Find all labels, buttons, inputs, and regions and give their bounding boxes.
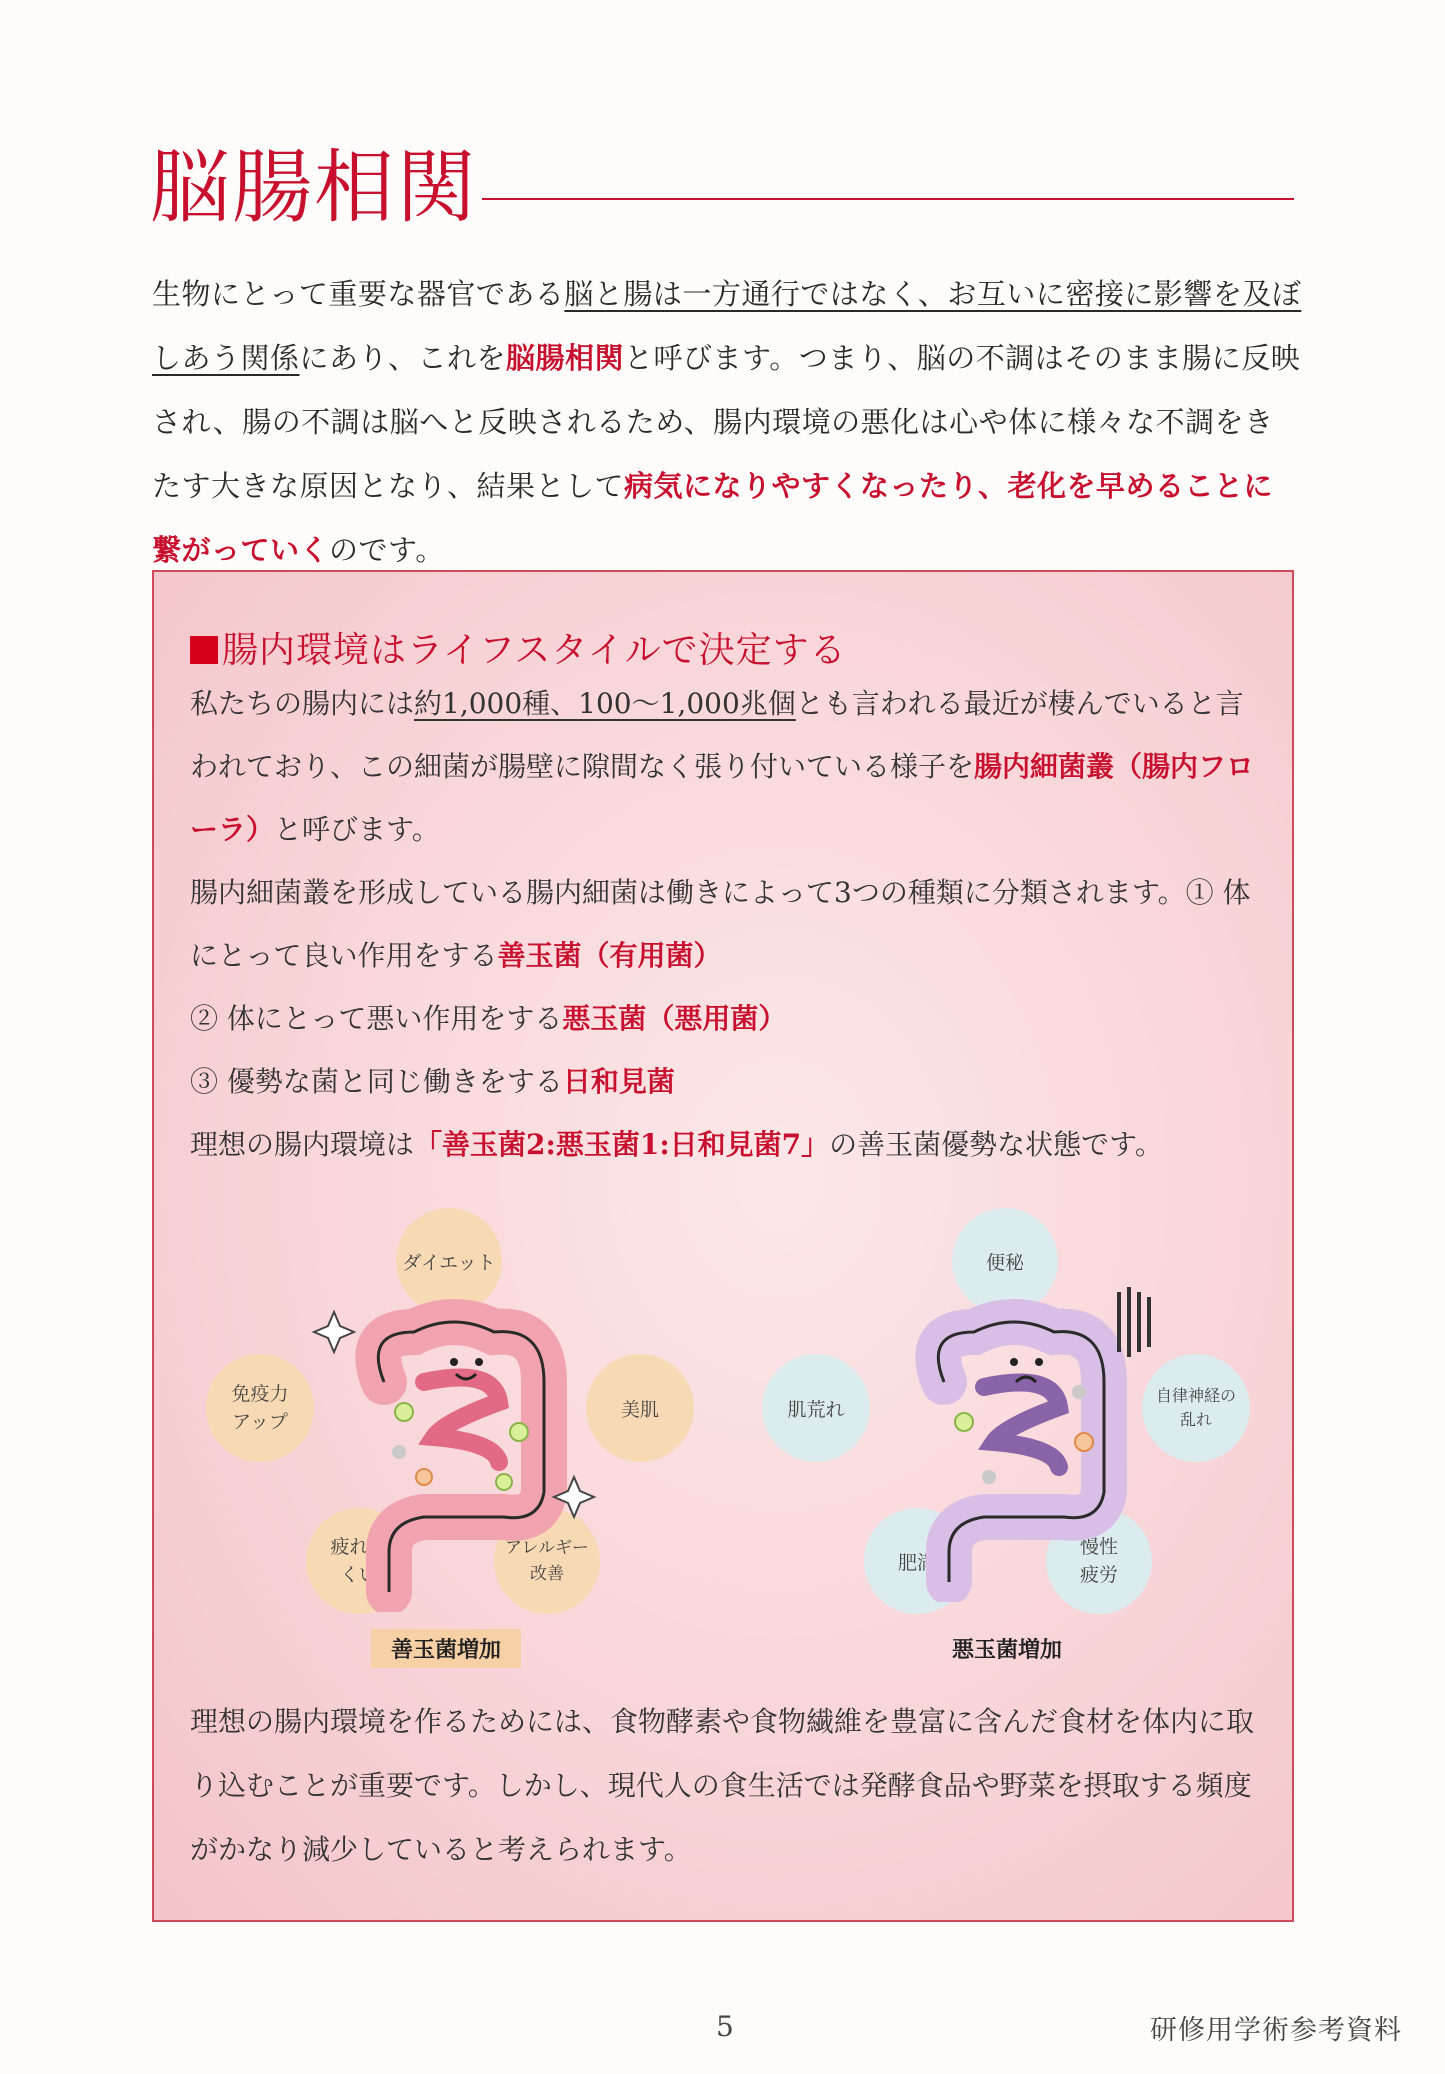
- page-number: 5: [716, 2010, 734, 2043]
- symptom-circle-autonomic: 自律神経の乱れ: [1142, 1354, 1250, 1462]
- footer-note: 研修用学術参考資料: [1150, 2015, 1402, 2046]
- benefit-circle-immunity: 免疫力アップ: [206, 1354, 314, 1462]
- symptom-circle-constipation: 便秘: [952, 1208, 1058, 1314]
- paragraph: 腸内細菌叢を形成している腸内細菌は働きによって3つの種類に分類されます。① 体にとって良い作用をする善玉菌（有用菌）: [190, 876, 1251, 972]
- box-heading-text: 腸内環境はライフスタイルで決定する: [222, 630, 847, 671]
- square-bullet-icon: [190, 636, 218, 664]
- sad-intestine-icon: [874, 1272, 1174, 1602]
- paragraph: 私たちの腸内には約1,000種、100〜1,000兆個とも言われる最近が棲んでいると言われており、この細菌が腸壁に隙間なく張り付いている様子を腸内細菌叢（腸内フローラ）と呼びます。: [190, 687, 1255, 846]
- symptom-circle-skin: 肌荒れ: [762, 1354, 870, 1462]
- title-rule: [482, 198, 1294, 200]
- paragraph: 理想の腸内環境は「善玉菌2:悪玉菌1:日和見菌7」の善玉菌優勢な状態です。: [190, 1128, 1163, 1161]
- benefit-circle-skin: 美肌: [586, 1354, 694, 1462]
- paragraph: ③ 優勢な菌と同じ働きをする日和見菌: [190, 1065, 675, 1098]
- intro-paragraph: [152, 262, 1302, 582]
- box-bottom-paragraph: 理想の腸内環境を作るためには、食物酵素や食物繊維を豊富に含んだ食材を体内に取り込むことが重要です。しかし、現代人の食生活では発酵食品や野菜を摂取する頻度がかなり減少していると考えられます。: [190, 1705, 1255, 1866]
- intro-text: 生物にとって重要な器官である: [152, 277, 565, 311]
- page-title: 脳腸相関: [150, 141, 478, 234]
- benefit-circle-fatigue: 疲れにくい: [306, 1508, 412, 1614]
- intro-keyword: 脳腸相関: [506, 341, 625, 375]
- box-heading: [190, 622, 847, 673]
- intro-text: にあり、これを: [299, 341, 507, 375]
- info-box: [152, 570, 1294, 1922]
- intro-text: と呼びます。つまり、脳の不調はそのまま腸に反映され、腸の不調は脳へと反映されるため、腸内環境の悪化は心や体に様々な不調をきたす大きな原因となり、結果として: [152, 341, 1301, 503]
- paragraph: ② 体にとって悪い作用をする悪玉菌（悪用菌）: [190, 1002, 787, 1035]
- benefit-circle-diet: ダイエット: [396, 1208, 502, 1314]
- benefit-circle-allergy: アレルギー改善: [494, 1508, 600, 1614]
- intro-text: のです。: [329, 533, 445, 567]
- happy-intestine-icon: [304, 1272, 614, 1612]
- symptom-circle-fatigue: 慢性疲労: [1046, 1508, 1152, 1614]
- intro-emphasis: 病気になりやすくなったり、老化を早めることに繋がっていく: [152, 469, 1274, 567]
- intro-underlined: 脳と腸は一方通行ではなく、お互いに密接に影響を及ぼしあう関係: [152, 277, 1302, 375]
- caption-bad-bacteria: 悪玉菌増加: [952, 1638, 1063, 1663]
- symptom-circle-obesity: 肥満: [864, 1508, 970, 1614]
- caption-good-bacteria: 善玉菌増加: [371, 1629, 521, 1668]
- box-text: [190, 672, 1270, 1176]
